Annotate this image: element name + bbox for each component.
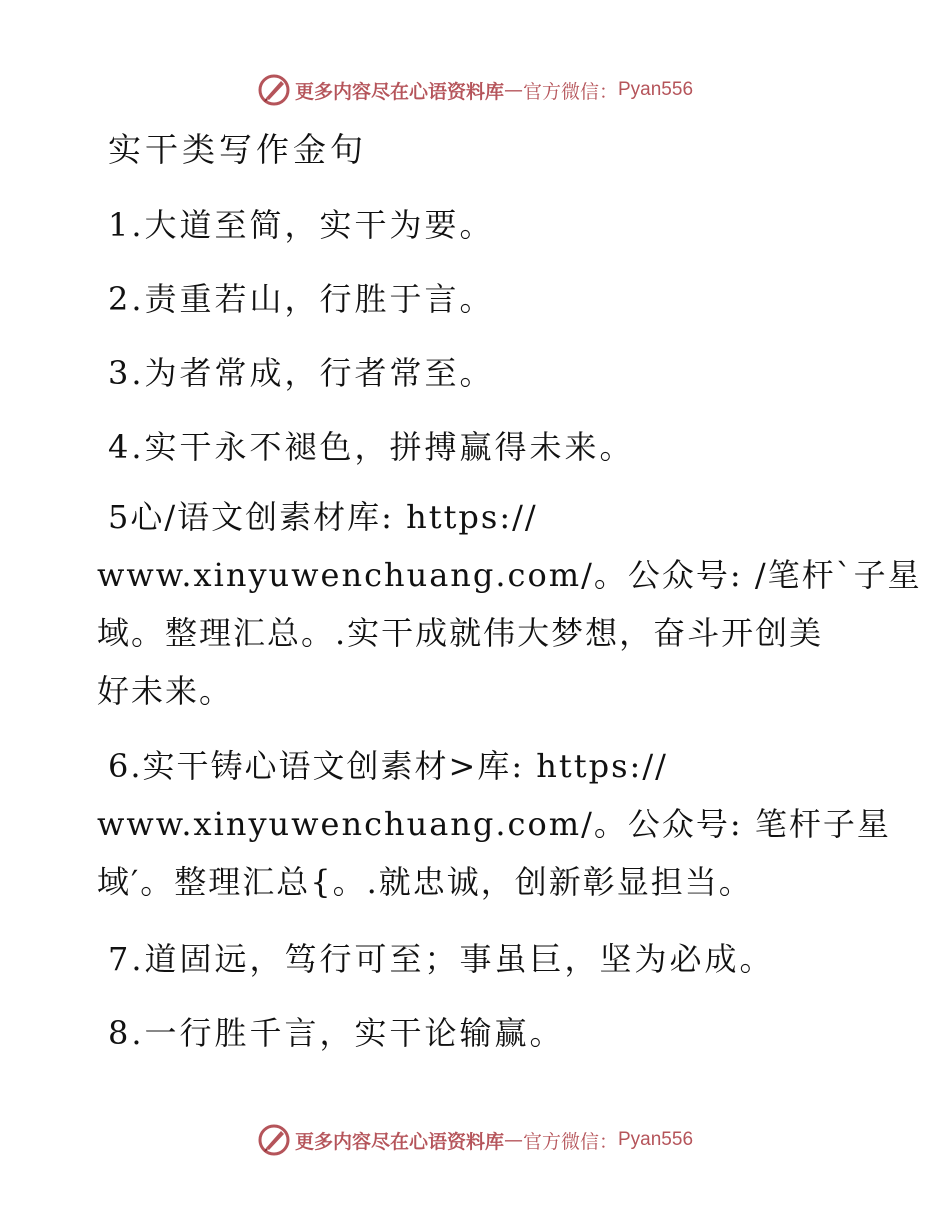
list-item-8: 8.一行胜千言，实干论输赢。 <box>108 1014 565 1052</box>
list-item-6 <box>97 737 891 911</box>
footer-watermark-banner <box>0 1120 950 1160</box>
document-title: 实干类写作金句 <box>108 130 367 169</box>
list-item-5-line: 域。整理汇总。.实干成就伟大梦想，奋斗开创美 <box>97 614 824 652</box>
list-item-6-line: 6.实干铸心语文创素材>库: https:// <box>108 747 668 785</box>
list-item-7: 7.道固远，笃行可至；事虽巨，坚为必成。 <box>108 940 775 978</box>
banner-separator: — <box>503 1129 523 1151</box>
list-item-5 <box>97 488 922 720</box>
list-item-5-line: www.xinyuwenchuang.com/。公众号: /笔杆`子星 <box>97 556 922 594</box>
list-item-4: 4.实干永不褪色，拼搏赢得未来。 <box>108 428 635 466</box>
quill-pen-logo-icon <box>257 1123 291 1157</box>
list-item-6-line: 域′。整理汇总{。.就忠诚，创新彰显担当。 <box>97 863 753 901</box>
banner-wechat-label: 官方微信： <box>522 80 618 103</box>
list-item-3: 3.为者常成，行者常至。 <box>108 354 495 392</box>
banner-separator: — <box>503 79 523 101</box>
banner-account-id: Pyan556 <box>618 79 694 100</box>
list-item-1: 1.大道至简，实干为要。 <box>108 206 495 244</box>
list-item-2: 2.责重若山，行胜于言。 <box>108 280 495 318</box>
list-item-5-line: 5心/语文创素材库: https:// <box>108 498 538 536</box>
header-watermark-banner <box>0 70 950 110</box>
list-item-6-line: www.xinyuwenchuang.com/。公众号: 笔杆子星 <box>97 805 891 843</box>
quill-pen-logo-icon <box>257 73 291 107</box>
list-item-5-line: 好未来。 <box>97 672 234 710</box>
banner-brand-text: 更多内容尽在心语资料库 <box>294 80 504 103</box>
banner-brand-text: 更多内容尽在心语资料库 <box>294 1130 504 1153</box>
banner-wechat-label: 官方微信： <box>522 1130 618 1153</box>
banner-account-id: Pyan556 <box>618 1129 694 1150</box>
